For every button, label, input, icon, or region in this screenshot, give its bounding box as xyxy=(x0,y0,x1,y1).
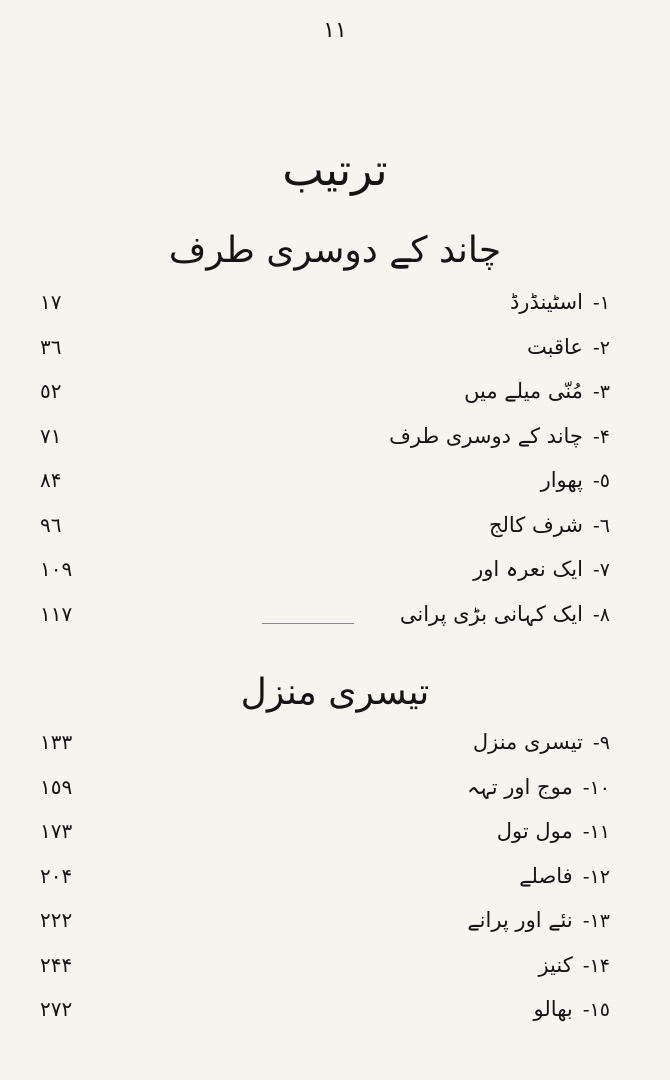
entry-number: ١١- xyxy=(582,821,610,843)
entry-page: ١٠٩ xyxy=(40,557,73,581)
entry-page: ٥٢ xyxy=(40,379,62,403)
toc-entry-label xyxy=(467,908,610,932)
toc-entry[interactable] xyxy=(40,864,610,909)
entry-number: ٣- xyxy=(592,381,610,403)
toc-entry-label xyxy=(519,864,610,888)
section-heading-1: چاند کے دوسری طرف xyxy=(168,230,502,271)
entry-title: عاقبت xyxy=(526,334,583,359)
entry-number: ١٠- xyxy=(582,776,610,799)
toc-entry[interactable] xyxy=(40,335,610,380)
toc-entry[interactable] xyxy=(40,513,610,558)
toc-entry[interactable] xyxy=(40,908,610,953)
toc-entry-label xyxy=(541,468,610,492)
entry-title: بھالو xyxy=(533,997,573,1021)
entry-page: ٣٦ xyxy=(40,334,62,359)
entry-number: ٧- xyxy=(592,559,610,581)
entry-title: چاند کے دوسری طرف xyxy=(389,423,583,448)
entry-page: ٨۴ xyxy=(40,468,62,492)
page-number: ١١ xyxy=(323,18,347,43)
entry-title: نئے اور پرانے xyxy=(467,908,573,932)
entry-number: ٨- xyxy=(592,603,610,626)
entry-number: ١- xyxy=(592,292,610,314)
entry-title: ایک کہانی بڑی پرانی xyxy=(399,601,583,626)
toc-entry-label xyxy=(464,379,610,403)
toc-entry-label xyxy=(534,997,610,1021)
toc-list-1 xyxy=(40,290,610,646)
toc-entry-label xyxy=(527,335,610,359)
entry-title: موج اور تہہ xyxy=(467,774,573,799)
toc-entry[interactable] xyxy=(40,997,610,1042)
entry-page: ١٣٣ xyxy=(40,730,73,754)
entry-title: ایک نعرہ اور xyxy=(473,557,583,581)
toc-entry[interactable] xyxy=(40,468,610,513)
toc-entry-label xyxy=(497,819,610,843)
toc-entry-label xyxy=(473,730,610,754)
entry-page: ٢۴۴ xyxy=(40,952,73,977)
entry-title: مُنّی میلے میں xyxy=(464,379,583,403)
entry-title: اسٹینڈرڈ xyxy=(509,290,583,314)
entry-number: ١٥- xyxy=(582,999,610,1021)
entry-number: ٢- xyxy=(592,336,610,359)
entry-title: پھوار xyxy=(540,468,583,492)
entry-page: ٢٧٢ xyxy=(40,997,73,1021)
toc-entry[interactable] xyxy=(40,819,610,864)
entry-title: تیسری منزل xyxy=(472,730,583,754)
toc-entry[interactable] xyxy=(40,775,610,820)
entry-page: ٢٠۴ xyxy=(40,863,73,888)
toc-entry[interactable] xyxy=(40,557,610,602)
entry-page: ١١٧ xyxy=(40,601,73,626)
entry-page: ٢٢٢ xyxy=(40,908,73,932)
toc-entry-label xyxy=(510,290,610,314)
entry-number: ٥- xyxy=(592,470,610,492)
entry-title: شرف کالج xyxy=(488,512,583,537)
toc-entry[interactable] xyxy=(40,730,610,775)
entry-page: ٧١ xyxy=(40,423,62,448)
entry-page: ١٧٣ xyxy=(40,819,73,843)
toc-entry[interactable] xyxy=(40,424,610,469)
entry-number: ٩- xyxy=(592,732,610,754)
entry-number: ١۴- xyxy=(582,954,610,977)
entry-number: ١٣- xyxy=(582,910,610,932)
entry-page: ١٥٩ xyxy=(40,774,73,799)
toc-entry[interactable] xyxy=(40,953,610,998)
toc-entry-label xyxy=(538,953,610,977)
toc-entry[interactable] xyxy=(40,290,610,335)
toc-list-2 xyxy=(40,730,610,1042)
entry-title: فاصلے xyxy=(519,863,573,888)
toc-entry-label xyxy=(389,424,610,448)
toc-entry-label xyxy=(400,602,610,626)
entry-page: ٩٦ xyxy=(40,512,62,537)
toc-entry[interactable] xyxy=(40,379,610,424)
toc-entry-label xyxy=(489,513,610,537)
section-heading-2: تیسری منزل xyxy=(240,672,430,713)
entry-title: کنیز xyxy=(538,952,573,977)
entry-title: مول تول xyxy=(496,819,573,843)
entry-page: ١٧ xyxy=(40,290,62,314)
page-title: ترتیب xyxy=(282,145,388,196)
section-divider xyxy=(262,623,354,624)
entry-number: ١٢- xyxy=(582,865,610,888)
toc-entry-label xyxy=(467,775,610,799)
toc-entry-label xyxy=(473,557,610,581)
entry-number: ٦- xyxy=(592,514,610,537)
entry-number: ۴- xyxy=(592,425,610,448)
